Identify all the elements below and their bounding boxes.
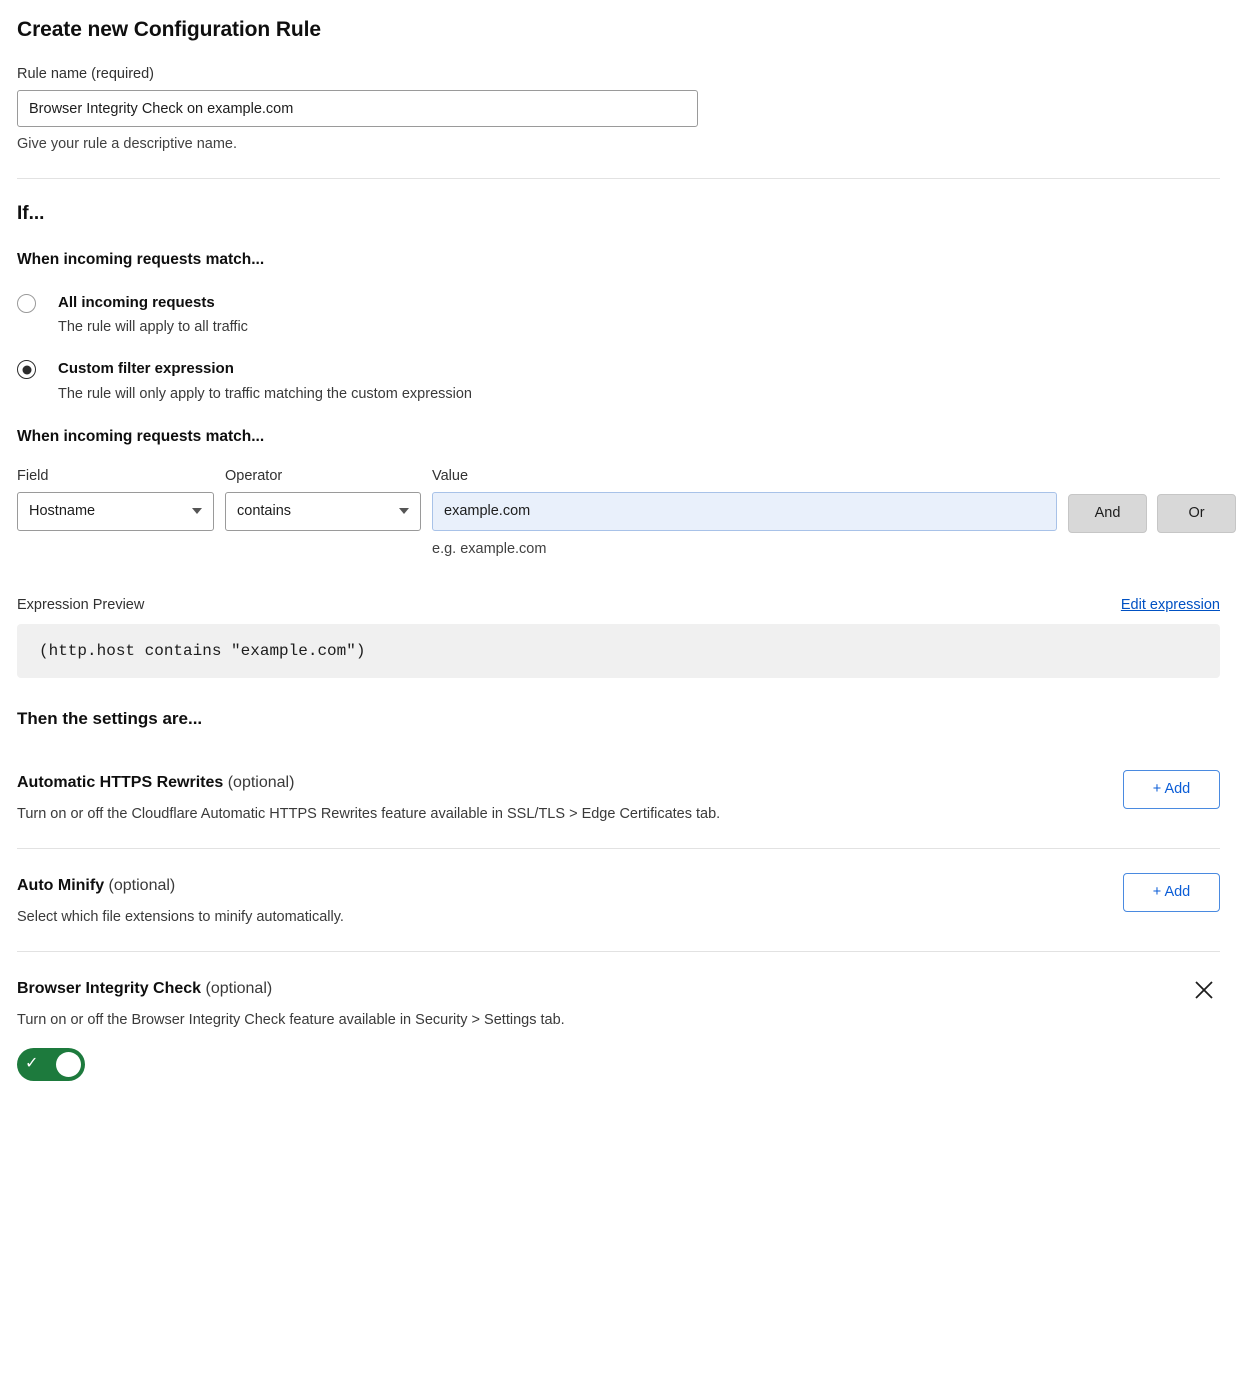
logic-buttons (1068, 494, 1236, 533)
value-label: Value (432, 467, 469, 484)
radio-title-custom-filter: Custom filter expression (58, 360, 234, 378)
page-title: Create new Configuration Rule (17, 18, 321, 41)
setting-automatic-https-rewrites (17, 746, 1220, 848)
builder-heading: When incoming requests match... (17, 427, 265, 445)
check-icon: ✓ (25, 1055, 39, 1072)
setting-title-browser-integrity-check (17, 980, 1220, 998)
expression-preview-header (17, 597, 1220, 613)
add-button-automatic-https-rewrites[interactable]: + Add (1123, 770, 1220, 809)
expression-preview-label: Expression Preview (17, 596, 145, 613)
setting-optional-auto-minify: (optional) (104, 876, 176, 894)
match-heading: When incoming requests match... (17, 251, 265, 268)
close-icon (1192, 978, 1216, 1002)
field-label: Field (17, 467, 49, 484)
radio-option-all-requests[interactable] (17, 293, 1220, 335)
value-hint: e.g. example.com (432, 540, 547, 557)
setting-desc-automatic-https-rewrites: Turn on or off the Cloudflare Automatic HTTPS Rewrites feature available in SSL/TLS > Edge Certificates tab. (17, 805, 721, 822)
value-column (432, 468, 1057, 557)
field-select[interactable] (17, 492, 214, 531)
field-select-value: Hostname (29, 503, 96, 519)
setting-auto-minify (17, 848, 1220, 951)
operator-label: Operator (225, 467, 283, 484)
toggle-knob (56, 1052, 81, 1077)
or-button[interactable]: Or (1157, 494, 1236, 533)
rule-name-input[interactable] (17, 90, 698, 127)
expression-preview-box: (http.host contains "example.com") (17, 624, 1220, 678)
setting-title-auto-minify (17, 877, 1220, 895)
setting-desc-auto-minify: Select which file extensions to minify automatically. (17, 908, 344, 925)
setting-name-browser-integrity-check: Browser Integrity Check (17, 979, 202, 997)
radio-desc-custom-filter: The rule will only apply to traffic matching the custom expression (58, 385, 472, 402)
operator-select[interactable] (225, 492, 421, 531)
setting-title-automatic-https-rewrites (17, 774, 1220, 792)
setting-optional-browser-integrity-check: (optional) (201, 979, 273, 997)
rule-name-label: Rule name (required) (17, 66, 155, 82)
setting-optional-automatic-https-rewrites: (optional) (223, 773, 295, 791)
setting-name-automatic-https-rewrites: Automatic HTTPS Rewrites (17, 773, 224, 791)
radio-icon-custom-filter[interactable] (17, 360, 36, 379)
operator-select-value: contains (237, 503, 292, 519)
expression-builder-row (17, 468, 1220, 557)
radio-title-all-requests: All incoming requests (58, 294, 215, 311)
setting-desc-browser-integrity-check: Turn on or off the Browser Integrity Check feature available in Security > Settings tab. (17, 1011, 565, 1028)
edit-expression-link[interactable]: Edit expression (1120, 596, 1220, 613)
browser-integrity-check-toggle[interactable] (17, 1048, 85, 1081)
and-button[interactable]: And (1068, 494, 1147, 533)
remove-setting-button[interactable] (1191, 978, 1217, 1004)
field-column (17, 468, 214, 531)
radio-desc-all-requests: The rule will apply to all traffic (58, 319, 248, 336)
add-button-auto-minify[interactable]: + Add (1123, 873, 1220, 912)
setting-browser-integrity-check (17, 951, 1220, 1107)
divider-top (17, 178, 1220, 179)
radio-icon-all-requests[interactable] (17, 294, 36, 313)
radio-option-custom-filter[interactable] (17, 359, 1220, 401)
value-input[interactable] (432, 492, 1057, 531)
rule-name-help: Give your rule a descriptive name. (17, 136, 238, 152)
chevron-down-icon (399, 508, 409, 514)
rule-name-group (17, 66, 1220, 152)
if-heading: If... (17, 203, 45, 224)
setting-name-auto-minify: Auto Minify (17, 876, 105, 894)
then-heading: Then the settings are... (17, 708, 203, 728)
operator-column (225, 468, 421, 531)
chevron-down-icon (192, 508, 202, 514)
